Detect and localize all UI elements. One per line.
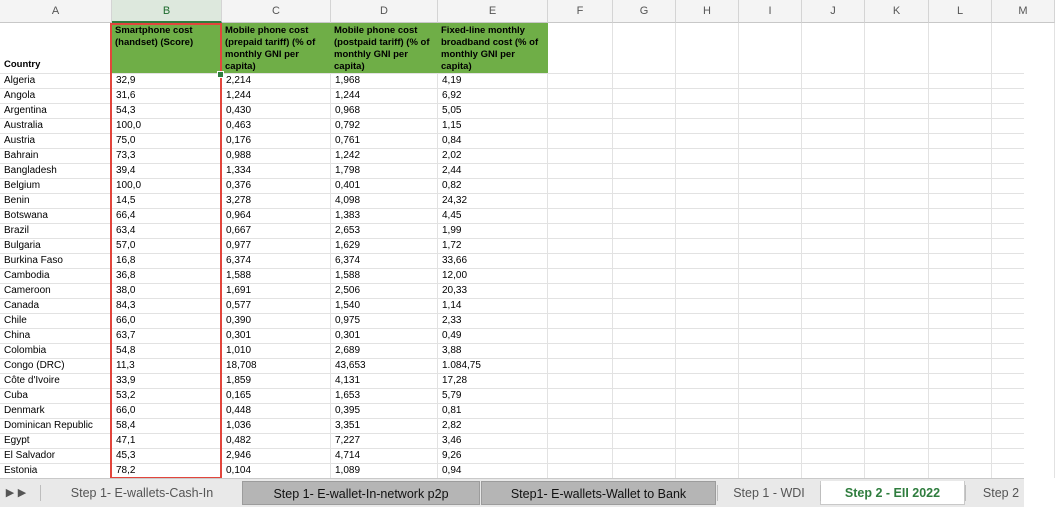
- cell-country[interactable]: Brazil: [4, 225, 30, 236]
- cell-country[interactable]: Argentina: [4, 105, 47, 116]
- cell-d[interactable]: 2,689: [335, 345, 361, 356]
- cell-e[interactable]: 4,19: [442, 75, 462, 86]
- cell-d[interactable]: 1,540: [335, 300, 361, 311]
- cell-b[interactable]: 73,3: [116, 150, 136, 161]
- cell-country[interactable]: Dominican Republic: [4, 420, 93, 431]
- cell-e[interactable]: 2,44: [442, 165, 462, 176]
- vertical-gridline: [675, 23, 676, 478]
- vertical-gridline: [928, 23, 929, 478]
- cell-d[interactable]: 0,968: [335, 105, 361, 116]
- cell-b[interactable]: 33,9: [116, 375, 136, 386]
- column-header-j[interactable]: J: [802, 0, 865, 23]
- cell-country[interactable]: Cambodia: [4, 270, 50, 281]
- cell-c[interactable]: 0,104: [226, 465, 252, 476]
- cell-country[interactable]: China: [4, 330, 31, 341]
- cell-d[interactable]: 0,761: [335, 135, 361, 146]
- smartphone-cost-header-cell[interactable]: [112, 23, 222, 73]
- cell-e[interactable]: 6,92: [442, 90, 462, 101]
- cell-b[interactable]: 45,3: [116, 450, 136, 461]
- sheet-tab[interactable]: Step 1- E-wallets-Cash-In: [70, 486, 214, 500]
- cell-b[interactable]: 58,4: [116, 420, 136, 431]
- cell-e[interactable]: 1,99: [442, 225, 462, 236]
- vertical-gridline: [864, 23, 865, 478]
- cell-e[interactable]: 9,26: [442, 450, 462, 461]
- cell-country[interactable]: Congo (DRC): [4, 360, 65, 371]
- cell-d[interactable]: 1,383: [335, 210, 361, 221]
- cell-d[interactable]: 7,227: [335, 435, 361, 446]
- tab-separator: [717, 485, 718, 501]
- cell-e[interactable]: 0,84: [442, 135, 462, 146]
- tab-separator: [40, 485, 41, 501]
- sheet-tab[interactable]: Step1- E-wallets-Wallet to Bank: [481, 481, 716, 505]
- cell-d[interactable]: 1,798: [335, 165, 361, 176]
- cell-e[interactable]: 5,05: [442, 105, 462, 116]
- column-header-d[interactable]: D: [331, 0, 438, 23]
- cell-e[interactable]: 33,66: [442, 255, 468, 266]
- cell-b[interactable]: 75,0: [116, 135, 136, 146]
- cell-e[interactable]: 2,33: [442, 315, 462, 326]
- postpaid-cost-header-cell[interactable]: [331, 23, 438, 73]
- column-header-i[interactable]: I: [739, 0, 802, 23]
- cell-b[interactable]: 78,2: [116, 465, 136, 476]
- cell-d[interactable]: 0,301: [335, 330, 361, 341]
- cell-c[interactable]: 0,667: [226, 225, 252, 236]
- cell-country[interactable]: Estonia: [4, 465, 38, 476]
- cell-b[interactable]: 36,8: [116, 270, 136, 281]
- cell-c[interactable]: 0,988: [226, 150, 252, 161]
- cell-c[interactable]: 1,588: [226, 270, 252, 281]
- chevron-right-icon[interactable]: ▶: [17, 487, 27, 499]
- sheet-tab[interactable]: Step 1- E-wallet-In-network p2p: [242, 481, 480, 505]
- cell-d[interactable]: 1,588: [335, 270, 361, 281]
- cell-b[interactable]: 11,3: [116, 360, 135, 371]
- cell-d[interactable]: 0,401: [335, 180, 361, 191]
- cell-d[interactable]: 43,653: [335, 360, 366, 371]
- smartphone-cost-header-label: Smartphone cost (handset) (Score): [115, 25, 194, 48]
- prepaid-cost-header-cell[interactable]: [222, 23, 331, 73]
- vertical-gridline: [738, 23, 739, 478]
- cell-e[interactable]: 20,33: [442, 285, 468, 296]
- tab-separator: [820, 485, 821, 501]
- cell-d[interactable]: 1,089: [335, 465, 361, 476]
- cell-c[interactable]: 0,165: [226, 390, 252, 401]
- cell-country[interactable]: Algeria: [4, 75, 36, 86]
- cell-b[interactable]: 100,0: [116, 120, 142, 131]
- cell-c[interactable]: 1,036: [226, 420, 252, 431]
- cell-c[interactable]: 0,482: [226, 435, 252, 446]
- column-header-b[interactable]: B: [112, 0, 222, 23]
- cell-b[interactable]: 66,4: [116, 210, 136, 221]
- cell-d[interactable]: 1,242: [335, 150, 361, 161]
- cell-b[interactable]: 16,8: [116, 255, 136, 266]
- cell-d[interactable]: 4,131: [335, 375, 361, 386]
- cell-d[interactable]: 1,244: [335, 90, 361, 101]
- cell-country[interactable]: El Salvador: [4, 450, 56, 461]
- cell-b[interactable]: 57,0: [116, 240, 136, 251]
- broadband-cost-header-label: Fixed-line monthly broadband cost (% of monthly GNI per capita): [441, 25, 539, 72]
- column-header-m[interactable]: M: [992, 0, 1055, 23]
- cell-d[interactable]: 0,395: [335, 405, 361, 416]
- cell-c[interactable]: 0,964: [226, 210, 252, 221]
- cell-e[interactable]: 4,45: [442, 210, 462, 221]
- cell-d[interactable]: 6,374: [335, 255, 361, 266]
- cell-country[interactable]: Cameroon: [4, 285, 51, 296]
- sheet-tab[interactable]: Step 2 - EII 2022: [820, 481, 965, 505]
- chevron-left-icon[interactable]: ▶: [5, 487, 15, 499]
- cell-c[interactable]: 1,244: [226, 90, 252, 101]
- column-header-e[interactable]: E: [438, 0, 548, 23]
- cell-b[interactable]: 31,6: [116, 90, 136, 101]
- cell-b[interactable]: 53,2: [116, 390, 136, 401]
- cell-c[interactable]: 3,278: [226, 195, 252, 206]
- cell-country[interactable]: Chile: [4, 315, 27, 326]
- cell-e[interactable]: 2,82: [442, 420, 462, 431]
- cell-b[interactable]: 66,0: [116, 315, 136, 326]
- cell-e[interactable]: 1,72: [442, 240, 462, 251]
- cell-c[interactable]: 0,376: [226, 180, 252, 191]
- cell-b[interactable]: 84,3: [116, 300, 136, 311]
- vertical-gridline: [991, 23, 992, 478]
- cell-b[interactable]: 54,8: [116, 345, 136, 356]
- cell-c[interactable]: 1,334: [226, 165, 252, 176]
- cell-e[interactable]: 12,00: [442, 270, 468, 281]
- cell-b[interactable]: 66,0: [116, 405, 136, 416]
- cell-c[interactable]: 18,708: [226, 360, 257, 371]
- cell-b[interactable]: 63,7: [116, 330, 136, 341]
- cell-d[interactable]: 2,653: [335, 225, 361, 236]
- cell-country[interactable]: Angola: [4, 90, 36, 101]
- cell-b[interactable]: 47,1: [116, 435, 136, 446]
- cell-country[interactable]: Austria: [4, 135, 36, 146]
- cell-d[interactable]: 3,351: [335, 420, 361, 431]
- cell-e[interactable]: 1,15: [442, 120, 462, 131]
- cell-e[interactable]: 0,81: [442, 405, 462, 416]
- column-header-f[interactable]: F: [548, 0, 613, 23]
- cell-country[interactable]: Bahrain: [4, 150, 39, 161]
- cell-country[interactable]: Côte d'Ivoire: [4, 375, 60, 386]
- cell-e[interactable]: 1,14: [442, 300, 462, 311]
- sheet-tab[interactable]: Step 2: [982, 486, 1020, 500]
- cell-e[interactable]: 3,88: [442, 345, 462, 356]
- cell-b[interactable]: 32,9: [116, 75, 136, 86]
- cell-e[interactable]: 2,02: [442, 150, 462, 161]
- column-header-l[interactable]: L: [929, 0, 992, 23]
- cell-country[interactable]: Colombia: [4, 345, 47, 356]
- cell-d[interactable]: 4,714: [335, 450, 361, 461]
- cell-c[interactable]: 1,859: [226, 375, 252, 386]
- cell-c[interactable]: 0,448: [226, 405, 252, 416]
- cell-country[interactable]: Egypt: [4, 435, 30, 446]
- cell-c[interactable]: 0,176: [226, 135, 252, 146]
- fill-handle[interactable]: [217, 71, 224, 78]
- cell-c[interactable]: 0,577: [226, 300, 252, 311]
- cell-d[interactable]: 1,629: [335, 240, 361, 251]
- cell-c[interactable]: 1,010: [226, 345, 252, 356]
- cell-country[interactable]: Bulgaria: [4, 240, 41, 251]
- cell-c[interactable]: 2,214: [226, 75, 252, 86]
- sheet-tab-bar: [0, 478, 1024, 507]
- cell-d[interactable]: 2,506: [335, 285, 361, 296]
- cell-e[interactable]: 24,32: [442, 195, 468, 206]
- cell-c[interactable]: 0,463: [226, 120, 252, 131]
- column-header-c[interactable]: C: [222, 0, 331, 23]
- cell-d[interactable]: 4,098: [335, 195, 361, 206]
- cell-country[interactable]: Burkina Faso: [4, 255, 63, 266]
- cell-c[interactable]: 0,390: [226, 315, 252, 326]
- country-header-label: Country: [4, 59, 41, 70]
- cell-c[interactable]: 1,691: [226, 285, 252, 296]
- cell-c[interactable]: 0,977: [226, 240, 252, 251]
- cell-country[interactable]: Belgium: [4, 180, 41, 191]
- cell-e[interactable]: 0,94: [442, 465, 462, 476]
- cell-country[interactable]: Australia: [4, 120, 43, 131]
- cell-e[interactable]: 3,46: [442, 435, 462, 446]
- cell-country[interactable]: Cuba: [4, 390, 28, 401]
- cell-b[interactable]: 63,4: [116, 225, 136, 236]
- cell-e[interactable]: 5,79: [442, 390, 462, 401]
- cell-c[interactable]: 0,430: [226, 105, 252, 116]
- cell-c[interactable]: 6,374: [226, 255, 252, 266]
- cell-c[interactable]: 0,301: [226, 330, 252, 341]
- cell-country[interactable]: Benin: [4, 195, 30, 206]
- cell-b[interactable]: 100,0: [116, 180, 142, 191]
- cell-d[interactable]: 0,975: [335, 315, 361, 326]
- column-header-a[interactable]: A: [0, 0, 112, 23]
- cell-b[interactable]: 54,3: [116, 105, 136, 116]
- column-header-h[interactable]: H: [676, 0, 739, 23]
- cell-e[interactable]: 17,28: [442, 375, 468, 386]
- cell-b[interactable]: 39,4: [116, 165, 136, 176]
- cell-e[interactable]: 0,49: [442, 330, 462, 341]
- cell-country[interactable]: Botswana: [4, 210, 48, 221]
- postpaid-cost-header-label: Mobile phone cost (postpaid tariff) (% of monthly GNI per capita): [334, 25, 430, 72]
- cell-country[interactable]: Canada: [4, 300, 40, 311]
- cell-country[interactable]: Denmark: [4, 405, 45, 416]
- cell-b[interactable]: 14,5: [116, 195, 136, 206]
- column-header-k[interactable]: K: [865, 0, 929, 23]
- sheet-tab[interactable]: Step 1 - WDI: [733, 486, 805, 500]
- cell-d[interactable]: 1,968: [335, 75, 361, 86]
- vertical-gridline: [612, 23, 613, 478]
- cell-b[interactable]: 38,0: [116, 285, 136, 296]
- cell-e[interactable]: 0,82: [442, 180, 462, 191]
- cell-d[interactable]: 0,792: [335, 120, 361, 131]
- cell-country[interactable]: Bangladesh: [4, 165, 57, 176]
- cell-c[interactable]: 2,946: [226, 450, 252, 461]
- broadband-cost-header-cell[interactable]: [438, 23, 548, 73]
- country-header-cell[interactable]: [0, 23, 112, 73]
- cell-d[interactable]: 1,653: [335, 390, 361, 401]
- vertical-gridline: [801, 23, 802, 478]
- column-header-g[interactable]: G: [613, 0, 676, 23]
- prepaid-cost-header-label: Mobile phone cost (prepaid tariff) (% of monthly GNI per capita): [225, 25, 316, 72]
- cell-e[interactable]: 1.084,75: [442, 360, 481, 371]
- tab-separator: [965, 485, 966, 501]
